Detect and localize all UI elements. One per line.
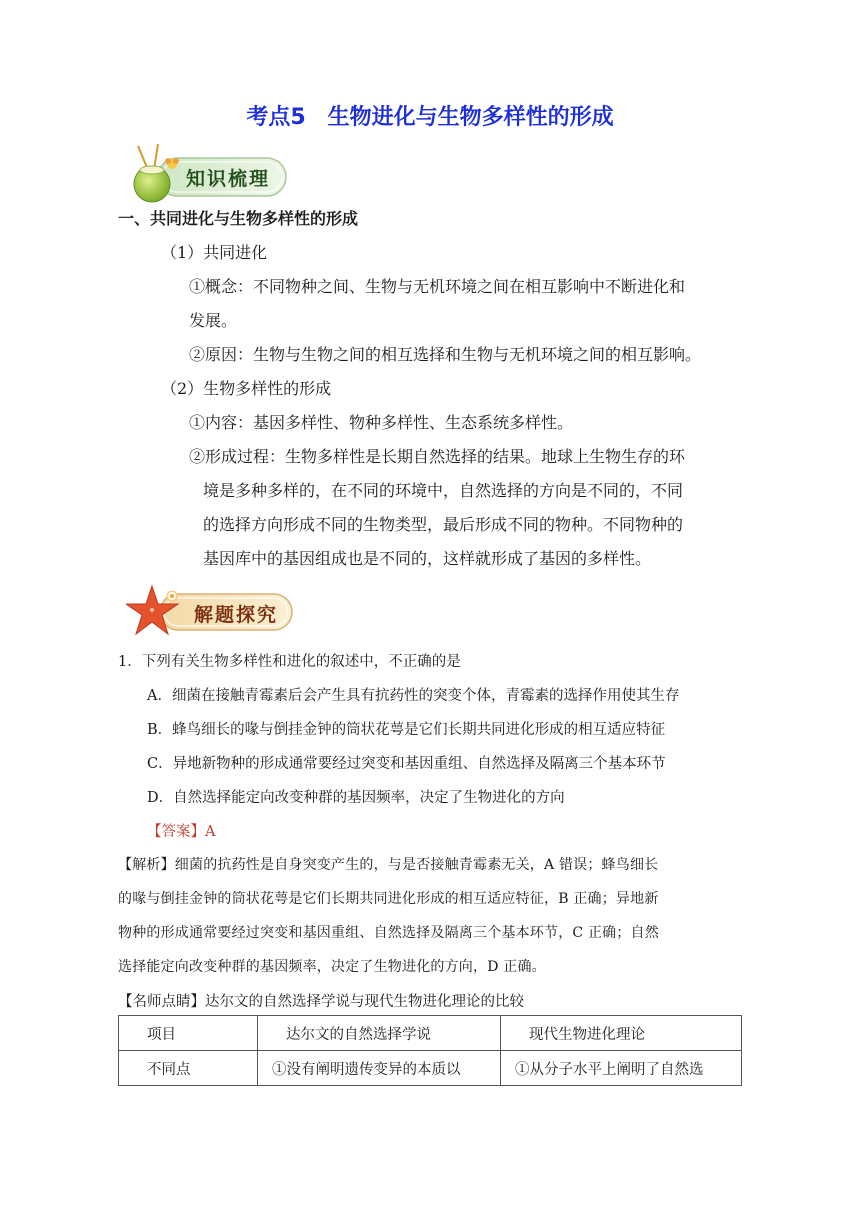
option-c: C．异地新物种的形成通常要经过突变和基因重组、自然选择及隔离三个基本环节 <box>147 756 666 772</box>
table-header-cell: 达尔文的自然选择学说 <box>258 1016 501 1051</box>
analysis-line: 物种的形成通常要经过突变和基因重组、自然选择及隔离三个基本环节，C 正确；自然 <box>118 925 659 941</box>
sub-heading-diversity: （2）生物多样性的形成 <box>161 379 332 398</box>
section-heading: 一、共同进化与生物多样性的形成 <box>118 209 359 228</box>
process-line: 境是多种多样的，在不同的环境中，自然选择的方向是不同的，不同 <box>203 481 684 500</box>
tip-line: 【名师点睛】达尔文的自然选择学说与现代生物进化理论的比较 <box>118 994 524 1010</box>
sub-heading-coevolution: （1）共同进化 <box>161 243 268 262</box>
table-header-row <box>119 1016 742 1051</box>
process-line: 的选择方向形成不同的生物类型，最后形成不同的物种。不同物种的 <box>203 515 684 534</box>
question-stem: 1．下列有关生物多样性和进化的叙述中，不正确的是 <box>118 654 461 670</box>
comparison-table <box>118 1015 742 1086</box>
answer-line <box>147 820 215 841</box>
option-a: A．细菌在接触青霉素后会产生具有抗药性的突变个体，青霉素的选择作用使其生存 <box>147 688 680 704</box>
analysis-line: 【解析】细菌的抗药性是自身突变产生的，与是否接触青霉素无关，A 错误；蜂鸟细长 <box>118 857 659 873</box>
analysis-line: 选择能定向改变种群的基因频率，决定了生物进化的方向，D 正确。 <box>118 959 546 975</box>
answer-label: 【答案】 <box>147 824 205 840</box>
concept-line-1: ①概念：不同物种之间、生物与无机环境之间在相互影响中不断进化和 <box>189 277 686 296</box>
explore-badge <box>126 582 296 642</box>
process-line: ②形成过程：生物多样性是长期自然选择的结果。地球上生物生存的环 <box>189 447 686 466</box>
table-header-cell: 项目 <box>119 1016 258 1051</box>
table-row <box>119 1051 742 1086</box>
option-b: B．蜂鸟细长的喙与倒挂金钟的筒状花萼是它们长期共同进化形成的相互适应特征 <box>147 722 666 738</box>
answer-value: A <box>205 824 216 840</box>
table-cell: 不同点 <box>119 1051 258 1086</box>
explore-badge-label: 解题探究 <box>194 604 279 626</box>
analysis-line: 的喙与倒挂金钟的筒状花萼是它们长期共同进化形成的相互适应特征，B 正确；异地新 <box>118 891 659 907</box>
concept-line-2: 发展。 <box>189 311 238 330</box>
option-d: D．自然选择能定向改变种群的基因频率，决定了生物进化的方向 <box>147 790 565 806</box>
knowledge-badge <box>128 142 290 204</box>
table-header-cell: 现代生物进化理论 <box>501 1016 742 1051</box>
content-line: ①内容：基因多样性、物种多样性、生态系统多样性。 <box>189 413 574 432</box>
process-line: 基因库中的基因组成也是不同的，这样就形成了基因的多样性。 <box>203 549 652 568</box>
page-title: 考点5 生物进化与生物多样性的形成 <box>246 105 614 130</box>
cause-line: ②原因：生物与生物之间的相互选择和生物与无机环境之间的相互影响。 <box>189 345 702 364</box>
table-cell: ①从分子水平上阐明了自然选 <box>501 1051 742 1086</box>
knowledge-badge-label: 知识梳理 <box>186 168 271 190</box>
table-cell: ①没有阐明遗传变异的本质以 <box>258 1051 501 1086</box>
